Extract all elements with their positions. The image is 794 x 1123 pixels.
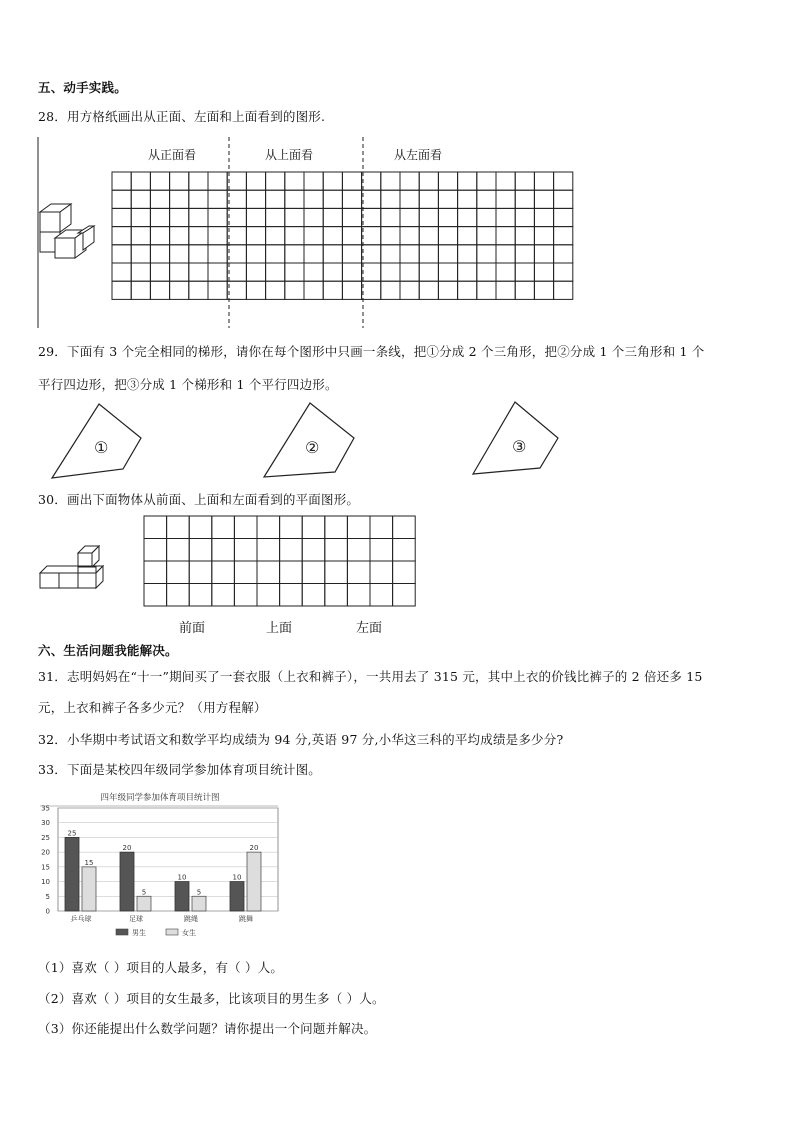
bar-value-label: 15 [84,858,94,867]
label-front: 前面 [179,621,206,636]
question-30: 30．画出下面物体从前面、上面和左面看到的平面图形。 [38,492,360,507]
bar [247,852,261,911]
label-top-view: 从上面看 [265,148,314,162]
legend-swatch [116,929,128,935]
question-29-line2: 平行四边形，把③分成 1 个梯形和 1 个平行四边形。 [38,377,338,392]
label-front-view: 从正面看 [148,148,197,162]
bar-value-label: 5 [141,888,147,897]
chart-title: 四年级同学参加体育项目统计图 [100,793,220,803]
question-33-sub1: （1）喜欢（ ）项目的人最多，有（ ）人。 [38,960,284,975]
question-31-line2: 元，上衣和裤子各多少元？（用方程解） [38,700,267,715]
trapezoid-mark-3: ③ [512,437,527,456]
bar-value-label: 20 [122,844,132,853]
bar [120,852,134,911]
y-tick-label: 35 [41,804,50,813]
bar [137,896,151,911]
y-tick-label: 5 [45,892,50,901]
question-32: 32．小华期中考试语文和数学平均成绩为 94 分,英语 97 分,小华这三科的平均成绩是多少分? [38,732,564,747]
legend-label: 女生 [182,929,196,937]
bar [175,882,189,911]
y-tick-label: 15 [41,863,50,872]
y-tick-label: 30 [41,819,50,828]
label-top: 上面 [266,621,293,636]
y-tick-label: 0 [45,907,50,916]
bar [65,837,79,911]
y-tick-label: 10 [41,878,50,887]
question-33-sub3: （3）你还能提出什么数学问题？请你提出一个问题并解决。 [38,1021,377,1036]
legend-label: 男生 [132,929,146,937]
label-left: 左面 [356,621,383,636]
bar-value-label: 25 [67,829,77,838]
bar [192,896,206,911]
bar-value-label: 5 [196,888,202,897]
question-28: 28．用方格纸画出从正面、左面和上面看到的图形. [38,109,326,124]
legend-swatch [166,929,178,935]
trapezoid-mark-1: ① [94,438,109,457]
trapezoid-mark-2: ② [305,438,320,457]
y-tick-label: 20 [41,848,50,857]
x-tick-label: 跳舞 [239,915,253,923]
bar-value-label: 10 [177,873,187,882]
bar-value-label: 20 [249,844,259,853]
section-heading-6: 六、生活问题我能解决。 [38,643,178,658]
section-heading: 五、动手实践。 [38,80,127,95]
bar-value-label: 10 [232,873,242,882]
label-left-view: 从左面看 [394,148,443,162]
question-29-line1: 29．下面有 3 个完全相同的梯形，请你在每个图形中只画一条线，把①分成 2 个三角形，把②分成 1 个三角形和 1 个 [38,344,705,359]
question-33-sub2: （2）喜欢（ ）项目的女生最多，比该项目的男生多（ ）人。 [38,991,385,1006]
bar [230,882,244,911]
question-31-line1: 31．志明妈妈在“十一”期间买了一套衣服（上衣和裤子），一共用去了 315 元，其中上衣的价钱比裤子的 2 倍还多 15 [38,669,703,684]
x-tick-label: 跳绳 [184,915,198,923]
y-tick-label: 25 [41,833,50,842]
x-tick-label: 足球 [129,915,143,923]
question-33: 33．下面是某校四年级同学参加体育项目统计图。 [38,762,322,777]
bar [82,867,96,911]
x-tick-label: 乒乓球 [70,915,92,923]
